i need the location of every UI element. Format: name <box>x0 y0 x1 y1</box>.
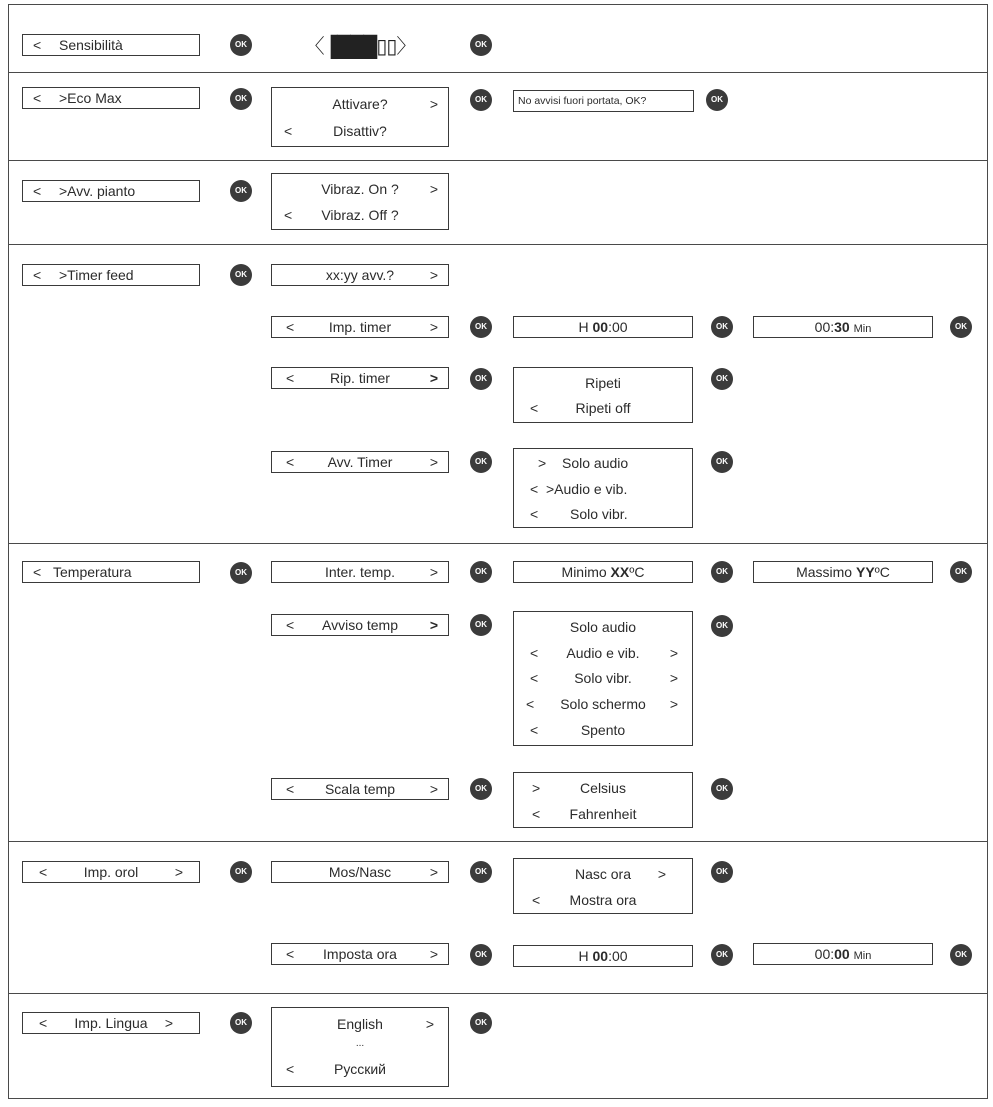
option-fahrenheit: Fahrenheit <box>569 806 637 822</box>
option-ellipsis: ... <box>355 1038 365 1049</box>
option-solo-audio: Solo audio <box>562 455 629 471</box>
avv-pianto-options: Vibraz. On ? > < Vibraz. Off ? <box>271 173 449 230</box>
ok-button-icon: OK <box>470 89 492 111</box>
option-disattiv: Disattiv? <box>333 123 387 139</box>
option-spento: Spento <box>580 722 626 738</box>
hour-prefix: H <box>578 319 589 335</box>
minute-suffix: Min <box>853 323 872 335</box>
menu-avv-pianto: < >Avv. pianto <box>22 180 200 202</box>
hour-suffix: :00 <box>608 948 628 964</box>
mos-nasc-options: Nasc ora > < Mostra ora <box>513 858 693 914</box>
ok-button-icon: OK <box>470 861 492 883</box>
minute-value: 00 <box>834 946 850 962</box>
section-separator <box>8 160 988 161</box>
menu-scala-temp: < Scala temp > <box>271 778 449 800</box>
section-separator <box>8 244 988 245</box>
ok-button-icon: OK <box>230 88 252 110</box>
menu-imp-timer: < Imp. timer > <box>271 316 449 338</box>
temp-min-field <box>513 561 693 583</box>
menu-label: Imp. orol <box>83 864 139 880</box>
temp-max-field <box>753 561 933 583</box>
menu-mos-nasc: Mos/Nasc > <box>271 861 449 883</box>
scala-temp-options: > Celsius < Fahrenheit <box>513 772 693 828</box>
section-separator <box>8 993 988 994</box>
sensitivity-bars: 〈▐███▯▯〉 <box>304 36 416 58</box>
option-audio-e-vib: Audio e vib. <box>566 645 640 661</box>
ok-button-icon: OK <box>711 316 733 338</box>
min-unit: ºC <box>629 564 645 580</box>
option-russian: Русский <box>334 1061 386 1077</box>
menu-avv-timer: < Avv. Timer > <box>271 451 449 473</box>
timer-hour-field <box>513 316 693 338</box>
menu-label: >Avv. pianto <box>59 183 136 199</box>
option-vibraz-off: Vibraz. Off ? <box>321 207 399 223</box>
menu-label: Scala temp <box>324 781 396 797</box>
ok-button-icon: OK <box>711 451 733 473</box>
menu-sensibilita: < Sensibilità <box>22 34 200 56</box>
menu-eco-max: < >Eco Max <box>22 87 200 109</box>
sensitivity-level-display <box>280 30 440 60</box>
ok-button-icon: OK <box>711 778 733 800</box>
ok-button-icon: OK <box>950 944 972 966</box>
option-audio-e-vib: >Audio e vib. <box>546 481 628 497</box>
menu-rip-timer: < Rip. timer > <box>271 367 449 389</box>
ok-button-icon: OK <box>230 180 252 202</box>
ok-button-icon: OK <box>470 34 492 56</box>
ok-button-icon: OK <box>711 944 733 966</box>
section-separator <box>8 543 988 544</box>
ok-button-icon: OK <box>230 1012 252 1034</box>
menu-imposta-ora: < Imposta ora > <box>271 943 449 965</box>
minute-prefix: 00: <box>814 946 835 962</box>
menu-label: Sensibilità <box>59 37 123 53</box>
avv-timer-options: > Solo audio < >Audio e vib. < Solo vibr. <box>513 448 693 528</box>
menu-avviso-temp: < Avviso temp > <box>271 614 449 636</box>
menu-diagram-frame <box>8 4 988 1099</box>
ok-button-icon: OK <box>230 861 252 883</box>
option-nasc-ora: Nasc ora <box>574 866 632 882</box>
menu-label: Inter. temp. <box>324 564 396 580</box>
ok-button-icon: OK <box>470 316 492 338</box>
menu-label: Avviso temp <box>322 617 398 633</box>
ok-button-icon: OK <box>470 614 492 636</box>
section-separator <box>8 72 988 73</box>
hour-value: 00 <box>592 948 609 964</box>
menu-timer-feed: < >Timer feed <box>22 264 200 286</box>
minute-suffix: Min <box>853 950 872 962</box>
ok-button-icon: OK <box>711 368 733 390</box>
option-ripeti-off: Ripeti off <box>575 400 631 416</box>
max-unit: ºC <box>874 564 890 580</box>
clock-hour-field <box>513 945 693 967</box>
ok-button-icon: OK <box>470 561 492 583</box>
max-label: Massimo <box>796 564 853 580</box>
ok-button-icon: OK <box>470 1012 492 1034</box>
timer-current-text: xx:yy avv.? <box>325 267 395 283</box>
option-solo-audio: Solo audio <box>569 619 637 635</box>
hour-value: 00 <box>592 319 609 335</box>
option-vibraz-on: Vibraz. On ? <box>321 181 399 197</box>
ok-button-icon: OK <box>230 34 252 56</box>
option-solo-vibr: Solo vibr. <box>574 670 632 686</box>
menu-inter-temp: Inter. temp. > <box>271 561 449 583</box>
menu-imp-orol: < Imp. orol > <box>22 861 200 883</box>
ok-button-icon: OK <box>470 944 492 966</box>
option-attivare: Attivare? <box>332 96 388 112</box>
option-mostra-ora: Mostra ora <box>569 892 637 908</box>
timer-feed-current: xx:yy avv.? > <box>271 264 449 286</box>
option-ripeti: Ripeti <box>585 375 621 391</box>
ok-button-icon: OK <box>711 861 733 883</box>
menu-label: >Eco Max <box>59 90 122 106</box>
ok-button-icon: OK <box>230 264 252 286</box>
minute-prefix: 00: <box>814 319 835 335</box>
ok-button-icon: OK <box>470 778 492 800</box>
ok-button-icon: OK <box>950 561 972 583</box>
timer-minute-field <box>753 316 933 338</box>
menu-label: Imposta ora <box>323 946 397 962</box>
clock-minute-field <box>753 943 933 965</box>
menu-label: Imp. timer <box>328 319 392 335</box>
section-separator <box>8 841 988 842</box>
min-value: XX <box>610 564 630 580</box>
avviso-temp-options: Solo audio < Audio e vib. > < Solo vibr. > < Solo schermo > < Spento <box>513 611 693 746</box>
message-text: No avvisi fuori portata, OK? <box>518 95 647 107</box>
option-english: English <box>337 1016 383 1032</box>
rip-timer-options: Ripeti < Ripeti off <box>513 367 693 423</box>
minute-value: 30 <box>834 319 850 335</box>
menu-label: Avv. Timer <box>327 454 393 470</box>
ok-button-icon: OK <box>706 89 728 111</box>
menu-imp-lingua: < Imp. Lingua > <box>22 1012 200 1034</box>
ok-button-icon: OK <box>230 562 252 584</box>
menu-label: Imp. Lingua <box>74 1015 148 1031</box>
language-options: English > ... < Русский <box>271 1007 449 1087</box>
menu-temperatura: < Temperatura <box>22 561 200 583</box>
menu-label: Temperatura <box>53 564 132 580</box>
option-solo-vibr: Solo vibr. <box>570 506 628 522</box>
eco-max-options: Attivare? > < Disattiv? <box>271 87 449 147</box>
menu-label: >Timer feed <box>59 267 134 283</box>
hour-suffix: :00 <box>608 319 628 335</box>
option-celsius: Celsius <box>580 780 626 796</box>
ok-button-icon: OK <box>470 368 492 390</box>
menu-label: Rip. timer <box>330 370 390 386</box>
menu-label: Mos/Nasc <box>328 864 392 880</box>
ok-button-icon: OK <box>950 316 972 338</box>
min-label: Minimo <box>561 564 607 580</box>
ok-button-icon: OK <box>711 615 733 637</box>
ok-button-icon: OK <box>470 451 492 473</box>
ok-button-icon: OK <box>711 561 733 583</box>
hour-prefix: H <box>578 948 589 964</box>
eco-max-message <box>513 90 694 112</box>
option-solo-schermo: Solo schermo <box>560 696 646 712</box>
max-value: YY <box>855 564 875 580</box>
